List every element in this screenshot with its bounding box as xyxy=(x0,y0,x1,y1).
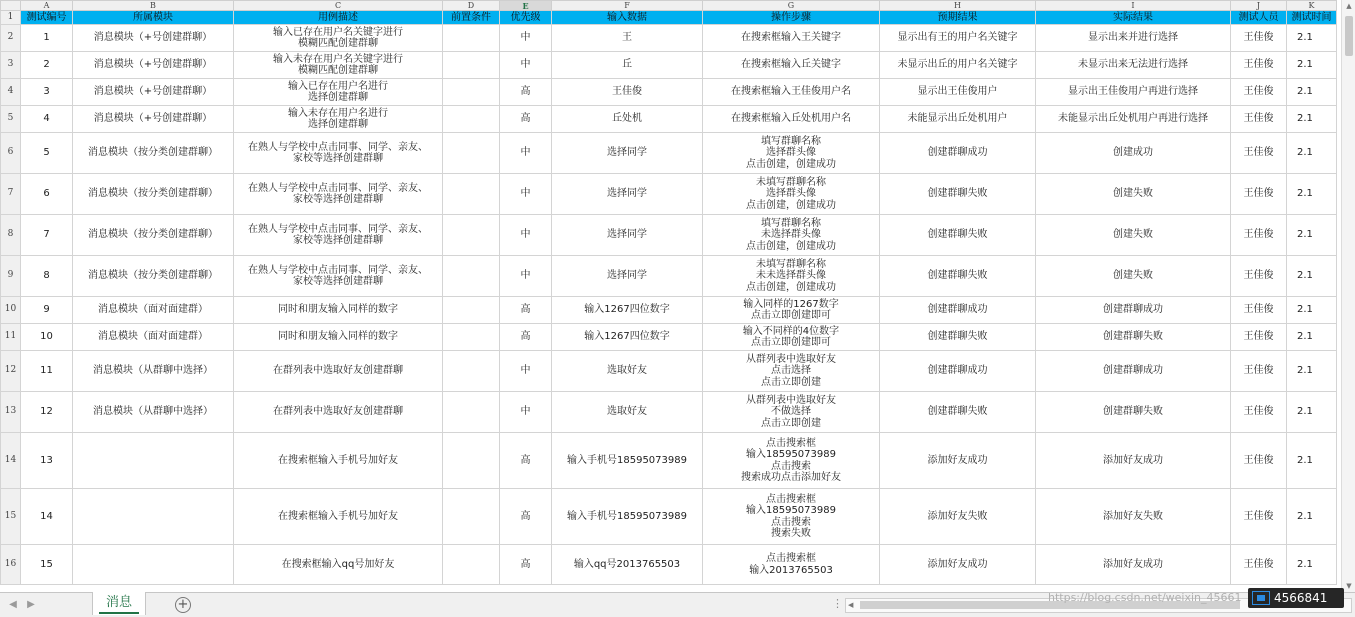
cell-priority[interactable]: 高 xyxy=(500,545,552,585)
add-sheet-icon[interactable]: + xyxy=(175,597,191,613)
cell-time[interactable]: 2.1 xyxy=(1287,79,1337,106)
cell-steps[interactable]: 点击搜索框 输入2013765503 xyxy=(703,545,880,585)
cell-steps[interactable]: 从群列表中选取好友 点击选择 点击立即创建 xyxy=(703,351,880,392)
cell-precondition[interactable] xyxy=(443,174,500,215)
cell-steps[interactable]: 输入同样的1267数字 点击立即创建即可 xyxy=(703,297,880,324)
header-cell-priority[interactable]: 优先级 xyxy=(500,11,552,25)
cell-actual[interactable]: 创建群聊失败 xyxy=(1036,392,1231,433)
cell-input[interactable]: 选择同学 xyxy=(552,256,703,297)
screen-capture-icon xyxy=(1252,591,1270,605)
row-number[interactable]: 1 xyxy=(1,11,21,25)
cell-time[interactable]: 2.1 xyxy=(1287,133,1337,174)
cell-module[interactable]: 消息模块（按分类创建群聊） xyxy=(73,133,234,174)
cell-module[interactable] xyxy=(73,433,234,489)
cell-actual[interactable]: 创建群聊失败 xyxy=(1036,324,1231,351)
cell-expected[interactable]: 创建群聊失败 xyxy=(880,324,1036,351)
column-header-e[interactable]: E xyxy=(500,1,552,11)
row-number[interactable]: 8 xyxy=(1,215,21,256)
cell-precondition[interactable] xyxy=(443,351,500,392)
cell-steps[interactable]: 点击搜索框 输入18595073989 点击搜索 搜索失败 xyxy=(703,489,880,545)
cell-precondition[interactable] xyxy=(443,392,500,433)
cell-module[interactable]: 消息模块（按分类创建群聊） xyxy=(73,215,234,256)
cell-test-id[interactable]: 7 xyxy=(21,215,73,256)
prev-sheet-icon[interactable]: ◀ xyxy=(9,599,17,610)
cell-priority[interactable]: 高 xyxy=(500,324,552,351)
column-header-f[interactable]: F xyxy=(552,1,703,11)
cell-priority[interactable]: 中 xyxy=(500,174,552,215)
cell-expected[interactable]: 未显示出丘的用户名关键字 xyxy=(880,52,1036,79)
table-row xyxy=(1,392,1337,433)
cell-tester[interactable]: 王佳俊 xyxy=(1231,79,1287,106)
column-header-d[interactable]: D xyxy=(443,1,500,11)
cell-time[interactable]: 2.1 xyxy=(1287,106,1337,133)
cell-priority[interactable]: 中 xyxy=(500,25,552,52)
cell-priority[interactable]: 中 xyxy=(500,133,552,174)
cell-module[interactable]: 消息模块（按分类创建群聊） xyxy=(73,256,234,297)
cell-time[interactable]: 2.1 xyxy=(1287,392,1337,433)
cell-test-id[interactable]: 4 xyxy=(21,106,73,133)
cell-actual[interactable]: 添加好友失败 xyxy=(1036,489,1231,545)
cell-precondition[interactable] xyxy=(443,324,500,351)
cell-tester[interactable]: 王佳俊 xyxy=(1231,297,1287,324)
cell-tester[interactable]: 王佳俊 xyxy=(1231,324,1287,351)
scroll-up-icon[interactable]: ▲ xyxy=(1346,2,1352,10)
watermark-url: https://blog.csdn.net/weixin_45661 xyxy=(1048,591,1242,604)
cell-priority[interactable]: 高 xyxy=(500,489,552,545)
header-cell-time[interactable]: 测试时间 xyxy=(1287,11,1337,25)
cell-description[interactable]: 在熟人与学校中点击同事、同学、亲友、 家校等选择创建群聊 xyxy=(234,256,443,297)
cell-time[interactable]: 2.1 xyxy=(1287,489,1337,545)
cell-steps[interactable]: 填写群聊名称 未选择群头像 点击创建，创建成功 xyxy=(703,215,880,256)
cell-input[interactable]: 输入qq号2013765503 xyxy=(552,545,703,585)
cell-precondition[interactable] xyxy=(443,133,500,174)
cell-time[interactable]: 2.1 xyxy=(1287,215,1337,256)
cell-description[interactable]: 在搜索框输入qq号加好友 xyxy=(234,545,443,585)
cell-actual[interactable]: 创建成功 xyxy=(1036,133,1231,174)
cell-description[interactable]: 在熟人与学校中点击同事、同学、亲友、 家校等选择创建群聊 xyxy=(234,174,443,215)
cell-description[interactable]: 输入未存在用户名关键字进行 模糊匹配创建群聊 xyxy=(234,52,443,79)
sheet-tab-messages[interactable]: 消息 xyxy=(92,592,146,615)
overlay-badge xyxy=(1248,588,1344,608)
cell-priority[interactable]: 中 xyxy=(500,52,552,79)
table-row xyxy=(1,256,1337,297)
cell-actual[interactable]: 创建群聊成功 xyxy=(1036,351,1231,392)
cell-module[interactable] xyxy=(73,489,234,545)
cell-test-id[interactable]: 5 xyxy=(21,133,73,174)
cell-priority[interactable]: 高 xyxy=(500,297,552,324)
cell-precondition[interactable] xyxy=(443,52,500,79)
cell-priority[interactable]: 高 xyxy=(500,433,552,489)
cell-input[interactable]: 选择同学 xyxy=(552,133,703,174)
cell-description[interactable]: 输入未存在用户名进行 选择创建群聊 xyxy=(234,106,443,133)
cell-description[interactable]: 在熟人与学校中点击同事、同学、亲友、 家校等选择创建群聊 xyxy=(234,133,443,174)
table-row xyxy=(1,106,1337,133)
cell-expected[interactable]: 创建群聊失败 xyxy=(880,392,1036,433)
cell-test-id[interactable]: 14 xyxy=(21,489,73,545)
cell-actual[interactable]: 添加好友成功 xyxy=(1036,433,1231,489)
cell-test-id[interactable]: 13 xyxy=(21,433,73,489)
header-cell-expected[interactable]: 预期结果 xyxy=(880,11,1036,25)
cell-actual[interactable]: 创建失败 xyxy=(1036,174,1231,215)
cell-test-id[interactable]: 3 xyxy=(21,79,73,106)
cell-input[interactable]: 输入1267四位数字 xyxy=(552,297,703,324)
cell-expected[interactable]: 创建群聊成功 xyxy=(880,297,1036,324)
cell-tester[interactable]: 王佳俊 xyxy=(1231,215,1287,256)
cell-test-id[interactable]: 9 xyxy=(21,297,73,324)
table-row xyxy=(1,489,1337,545)
cell-module[interactable]: 消息模块（+号创建群聊） xyxy=(73,52,234,79)
cell-test-id[interactable]: 15 xyxy=(21,545,73,585)
cell-tester[interactable]: 王佳俊 xyxy=(1231,433,1287,489)
scroll-down-icon[interactable]: ▼ xyxy=(1346,582,1352,590)
cell-description[interactable]: 在群列表中选取好友创建群聊 xyxy=(234,392,443,433)
cell-description[interactable]: 在熟人与学校中点击同事、同学、亲友、 家校等选择创建群聊 xyxy=(234,215,443,256)
cell-actual[interactable]: 显示出来并进行选择 xyxy=(1036,25,1231,52)
cell-input[interactable]: 输入手机号18595073989 xyxy=(552,489,703,545)
cell-tester[interactable]: 王佳俊 xyxy=(1231,256,1287,297)
row-number[interactable]: 14 xyxy=(1,433,21,489)
cell-priority[interactable]: 高 xyxy=(500,79,552,106)
cell-precondition[interactable] xyxy=(443,256,500,297)
cell-steps[interactable]: 未填写群聊名称 未未选择群头像 点击创建，创建成功 xyxy=(703,256,880,297)
row-number[interactable]: 7 xyxy=(1,174,21,215)
cell-actual[interactable]: 添加好友成功 xyxy=(1036,545,1231,585)
cell-input[interactable]: 王 xyxy=(552,25,703,52)
table-row xyxy=(1,324,1337,351)
cell-input[interactable]: 王佳俊 xyxy=(552,79,703,106)
column-header-c[interactable]: C xyxy=(234,1,443,11)
cell-steps[interactable]: 在搜索框输入王佳俊用户名 xyxy=(703,79,880,106)
cell-steps[interactable]: 点击搜索框 输入18595073989 点击搜索 搜索成功点击添加好友 xyxy=(703,433,880,489)
cell-test-id[interactable]: 2 xyxy=(21,52,73,79)
cell-time[interactable]: 2.1 xyxy=(1287,324,1337,351)
tab-split-handle-icon[interactable]: ⋮ xyxy=(832,597,843,610)
header-cell-description[interactable]: 用例描述 xyxy=(234,11,443,25)
table-row xyxy=(1,52,1337,79)
cell-precondition[interactable] xyxy=(443,297,500,324)
row-number[interactable]: 4 xyxy=(1,79,21,106)
cell-time[interactable]: 2.1 xyxy=(1287,25,1337,52)
cell-expected[interactable]: 创建群聊成功 xyxy=(880,133,1036,174)
cell-module[interactable]: 消息模块（+号创建群聊） xyxy=(73,25,234,52)
cell-module[interactable]: 消息模块（面对面建群） xyxy=(73,324,234,351)
row-number[interactable]: 13 xyxy=(1,392,21,433)
vertical-scroll-thumb[interactable] xyxy=(1345,16,1353,56)
cell-description[interactable]: 输入已存在用户名关键字进行 模糊匹配创建群聊 xyxy=(234,25,443,52)
cell-steps[interactable]: 在搜索框输入王关键字 xyxy=(703,25,880,52)
cell-module[interactable]: 消息模块（按分类创建群聊） xyxy=(73,174,234,215)
cell-time[interactable]: 2.1 xyxy=(1287,174,1337,215)
cell-precondition[interactable] xyxy=(443,106,500,133)
cell-priority[interactable]: 高 xyxy=(500,106,552,133)
cell-actual[interactable]: 创建失败 xyxy=(1036,215,1231,256)
cell-actual[interactable]: 创建群聊成功 xyxy=(1036,297,1231,324)
cell-time[interactable]: 2.1 xyxy=(1287,433,1337,489)
cell-test-id[interactable]: 6 xyxy=(21,174,73,215)
cell-time[interactable]: 2.1 xyxy=(1287,545,1337,585)
cell-tester[interactable]: 王佳俊 xyxy=(1231,25,1287,52)
column-header-k[interactable]: K xyxy=(1287,1,1337,11)
table-row xyxy=(1,351,1337,392)
cell-module[interactable]: 消息模块（从群聊中选择） xyxy=(73,392,234,433)
row-number[interactable]: 16 xyxy=(1,545,21,585)
column-header-i[interactable]: I xyxy=(1036,1,1231,11)
cell-expected[interactable]: 添加好友失败 xyxy=(880,489,1036,545)
cell-input[interactable]: 丘处机 xyxy=(552,106,703,133)
row-number[interactable]: 10 xyxy=(1,297,21,324)
cell-actual[interactable]: 创建失败 xyxy=(1036,256,1231,297)
row-number[interactable]: 3 xyxy=(1,52,21,79)
table-header-row xyxy=(1,11,1337,25)
cell-test-id[interactable]: 8 xyxy=(21,256,73,297)
cell-description[interactable]: 在搜索框输入手机号加好友 xyxy=(234,489,443,545)
cell-tester[interactable]: 王佳俊 xyxy=(1231,133,1287,174)
cell-steps[interactable]: 输入不同样的4位数字 点击立即创建即可 xyxy=(703,324,880,351)
header-cell-test-id[interactable]: 测试编号 xyxy=(21,11,73,25)
row-number[interactable]: 5 xyxy=(1,106,21,133)
cell-expected[interactable]: 未能显示出丘处机用户 xyxy=(880,106,1036,133)
cell-tester[interactable]: 王佳俊 xyxy=(1231,545,1287,585)
cell-priority[interactable]: 中 xyxy=(500,392,552,433)
cell-priority[interactable]: 中 xyxy=(500,215,552,256)
cell-expected[interactable]: 创建群聊成功 xyxy=(880,351,1036,392)
cell-actual[interactable]: 未能显示出丘处机用户再进行选择 xyxy=(1036,106,1231,133)
column-header-row xyxy=(1,1,1337,11)
cell-precondition[interactable] xyxy=(443,545,500,585)
cell-description[interactable]: 输入已存在用户名进行 选择创建群聊 xyxy=(234,79,443,106)
row-number[interactable]: 12 xyxy=(1,351,21,392)
cell-input[interactable]: 选择同学 xyxy=(552,174,703,215)
cell-tester[interactable]: 王佳俊 xyxy=(1231,106,1287,133)
cell-expected[interactable]: 显示出王佳俊用户 xyxy=(880,79,1036,106)
cell-steps[interactable]: 未填写群聊名称 选择群头像 点击创建，创建成功 xyxy=(703,174,880,215)
cell-test-id[interactable]: 10 xyxy=(21,324,73,351)
vertical-scrollbar[interactable] xyxy=(1341,0,1355,592)
select-all-corner[interactable] xyxy=(1,1,21,11)
cell-time[interactable]: 2.1 xyxy=(1287,256,1337,297)
cell-test-id[interactable]: 11 xyxy=(21,351,73,392)
cell-module[interactable]: 消息模块（+号创建群聊） xyxy=(73,106,234,133)
cell-module[interactable] xyxy=(73,545,234,585)
row-number[interactable]: 15 xyxy=(1,489,21,545)
cell-actual[interactable]: 显示出王佳俊用户再进行选择 xyxy=(1036,79,1231,106)
header-cell-tester[interactable]: 测试人员 xyxy=(1231,11,1287,25)
table-row xyxy=(1,297,1337,324)
header-cell-module[interactable]: 所属模块 xyxy=(73,11,234,25)
column-header-h[interactable]: H xyxy=(880,1,1036,11)
cell-expected[interactable]: 添加好友成功 xyxy=(880,545,1036,585)
column-header-j[interactable]: J xyxy=(1231,1,1287,11)
cell-time[interactable]: 2.1 xyxy=(1287,351,1337,392)
header-cell-precondition[interactable]: 前置条件 xyxy=(443,11,500,25)
cell-expected[interactable]: 创建群聊失败 xyxy=(880,174,1036,215)
table-row xyxy=(1,433,1337,489)
row-number[interactable]: 11 xyxy=(1,324,21,351)
cell-tester[interactable]: 王佳俊 xyxy=(1231,174,1287,215)
cell-tester[interactable]: 王佳俊 xyxy=(1231,52,1287,79)
header-cell-input[interactable]: 输入数据 xyxy=(552,11,703,25)
column-header-b[interactable]: B xyxy=(73,1,234,11)
cell-precondition[interactable] xyxy=(443,25,500,52)
scroll-left-icon[interactable]: ◀ xyxy=(848,601,854,609)
table-row xyxy=(1,215,1337,256)
cell-input[interactable]: 输入手机号18595073989 xyxy=(552,433,703,489)
cell-steps[interactable]: 在搜索框输入丘关键字 xyxy=(703,52,880,79)
badge-text: 4566841 xyxy=(1274,591,1328,605)
cell-expected[interactable]: 创建群聊失败 xyxy=(880,256,1036,297)
cell-priority[interactable]: 中 xyxy=(500,256,552,297)
cell-description[interactable]: 在搜索框输入手机号加好友 xyxy=(234,433,443,489)
cell-precondition[interactable] xyxy=(443,215,500,256)
cell-tester[interactable]: 王佳俊 xyxy=(1231,351,1287,392)
cell-input[interactable]: 选择同学 xyxy=(552,215,703,256)
cell-test-id[interactable]: 1 xyxy=(21,25,73,52)
cell-steps[interactable]: 从群列表中选取好友 不做选择 点击立即创建 xyxy=(703,392,880,433)
cell-input[interactable]: 输入1267四位数字 xyxy=(552,324,703,351)
cell-module[interactable]: 消息模块（从群聊中选择） xyxy=(73,351,234,392)
cell-expected[interactable]: 显示出有王的用户名关键字 xyxy=(880,25,1036,52)
cell-test-id[interactable]: 12 xyxy=(21,392,73,433)
cell-tester[interactable]: 王佳俊 xyxy=(1231,489,1287,545)
header-cell-steps[interactable]: 操作步骤 xyxy=(703,11,880,25)
table-row xyxy=(1,174,1337,215)
cell-priority[interactable]: 中 xyxy=(500,351,552,392)
cell-precondition[interactable] xyxy=(443,489,500,545)
cell-tester[interactable]: 王佳俊 xyxy=(1231,392,1287,433)
row-number[interactable]: 2 xyxy=(1,25,21,52)
cell-time[interactable]: 2.1 xyxy=(1287,297,1337,324)
table-row xyxy=(1,133,1337,174)
cell-actual[interactable]: 未显示出来无法进行选择 xyxy=(1036,52,1231,79)
table-row xyxy=(1,25,1337,52)
cell-expected[interactable]: 添加好友成功 xyxy=(880,433,1036,489)
cell-description[interactable]: 同时和朋友输入同样的数字 xyxy=(234,297,443,324)
table-row xyxy=(1,79,1337,106)
next-sheet-icon[interactable]: ▶ xyxy=(27,599,35,610)
cell-description[interactable]: 在群列表中选取好友创建群聊 xyxy=(234,351,443,392)
row-number[interactable]: 9 xyxy=(1,256,21,297)
cell-time[interactable]: 2.1 xyxy=(1287,52,1337,79)
cell-input[interactable]: 选取好友 xyxy=(552,392,703,433)
cell-precondition[interactable] xyxy=(443,433,500,489)
cell-expected[interactable]: 创建群聊失败 xyxy=(880,215,1036,256)
column-header-a[interactable]: A xyxy=(21,1,73,11)
cell-steps[interactable]: 在搜索框输入丘处机用户名 xyxy=(703,106,880,133)
cell-input[interactable]: 丘 xyxy=(552,52,703,79)
cell-input[interactable]: 选取好友 xyxy=(552,351,703,392)
cell-precondition[interactable] xyxy=(443,79,500,106)
cell-description[interactable]: 同时和朋友输入同样的数字 xyxy=(234,324,443,351)
row-number[interactable]: 6 xyxy=(1,133,21,174)
table-row xyxy=(1,545,1337,585)
cell-steps[interactable]: 填写群聊名称 选择群头像 点击创建，创建成功 xyxy=(703,133,880,174)
cell-module[interactable]: 消息模块（+号创建群聊） xyxy=(73,79,234,106)
header-cell-actual[interactable]: 实际结果 xyxy=(1036,11,1231,25)
column-header-g[interactable]: G xyxy=(703,1,880,11)
cell-module[interactable]: 消息模块（面对面建群） xyxy=(73,297,234,324)
